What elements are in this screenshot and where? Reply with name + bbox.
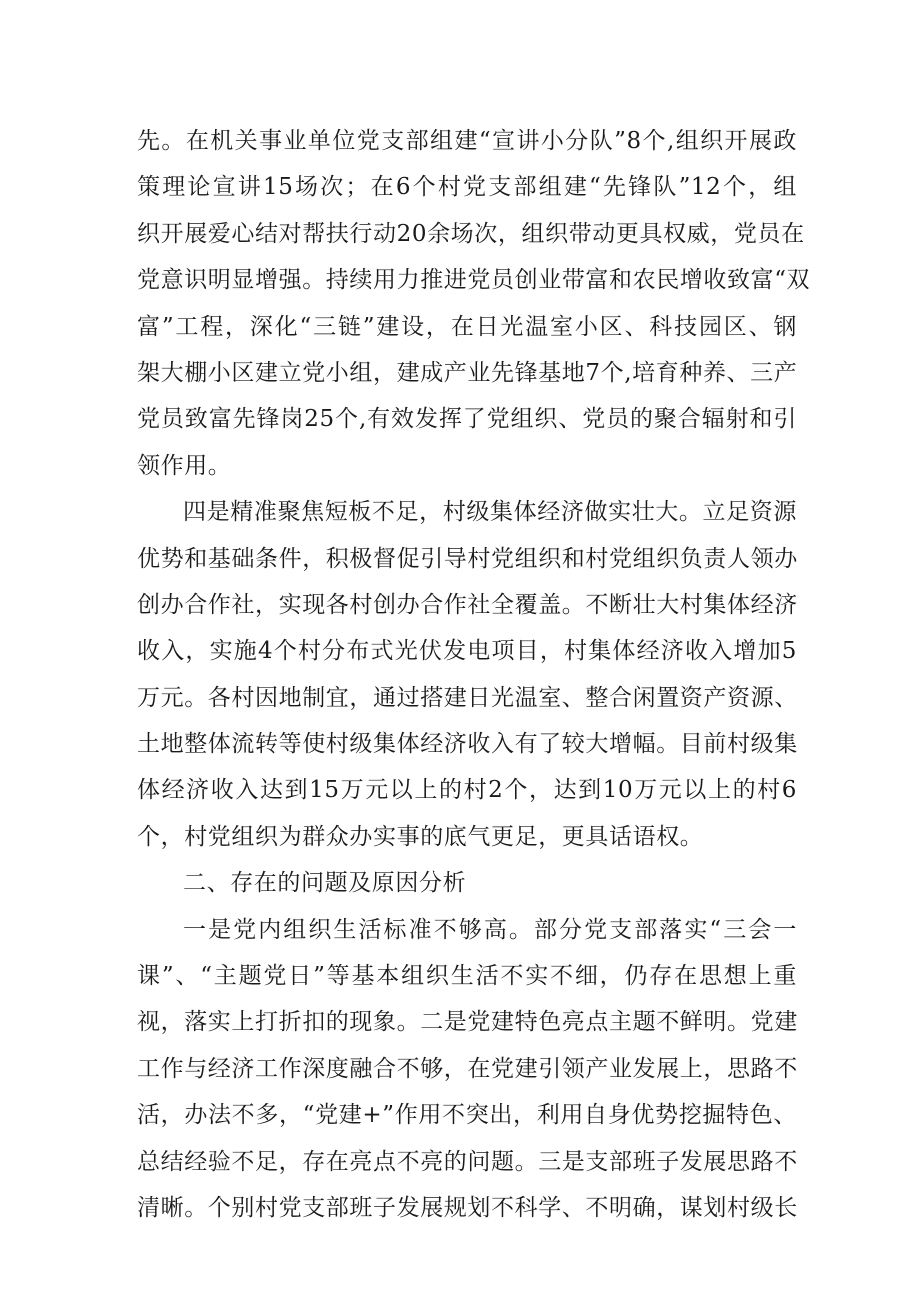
text-line: 党意识明显增强。持续用力推进党员创业带富和农民增收致富“双: [137, 267, 811, 294]
section-heading-text: 二、存在的问题及原因分析: [183, 870, 467, 897]
text-line: 工作与经济工作深度融合不够，在党建引领产业发展上，思路不: [137, 1055, 798, 1082]
text-line: 体经济收入达到15万元以上的村2个，达到10万元以上的村6: [137, 777, 797, 804]
text-line: 个，村党组织为群众办实事的底气更足，更具话语权。: [137, 823, 704, 850]
text-line: 富”工程，深化“三链”建设，在日光温室小区、科技园区、钢: [137, 313, 797, 340]
paragraph-collective-economy: [137, 489, 797, 860]
text-line: 织开展爱心结对帮扶行动20余场次，组织带动更具权威，党员在: [137, 220, 805, 247]
text-line: 优势和基础条件，积极督促引导村党组织和村党组织负责人领办: [137, 545, 798, 572]
text-line: 视，落实上打折扣的现象。二是党建特色亮点主题不鲜明。党建: [137, 1009, 798, 1036]
text-line: 总结经验不足，存在亮点不亮的问题。三是支部班子发展思路不: [137, 1148, 798, 1175]
document-body: [137, 118, 811, 1231]
text-line: 领作用。: [137, 452, 232, 479]
text-line: 架大棚小区建立党小组，建成产业先锋基地7个,培育种养、三产: [137, 359, 798, 386]
paragraph-party-building-results: [137, 118, 811, 489]
text-line: 四是精准聚焦短板不足，村级集体经济做实壮大。立足资源: [183, 499, 797, 526]
text-line: 党员致富先锋岗25个,有效发挥了党组织、党员的聚合辐射和引: [137, 406, 797, 433]
text-line: 万元。各村因地制宜，通过搭建日光温室、整合闲置资产资源、: [137, 684, 798, 711]
text-line: 一是党内组织生活标准不够高。部分党支部落实“三会一: [183, 916, 797, 943]
text-line: 收入，实施4个村分布式光伏发电项目，村集体经济收入增加5: [137, 638, 797, 665]
paragraph-problems: [137, 907, 797, 1232]
text-line: 先。在机关事业单位党支部组建“宣讲小分队”8个,组织开展政: [137, 128, 797, 154]
text-line: 土地整体流转等使村级集体经济收入有了较大增幅。目前村级集: [137, 731, 798, 758]
text-line: 策理论宣讲15场次；在6个村党支部组建“先锋队”12个，组: [137, 174, 797, 201]
text-line: 清晰。个别村党支部班子发展规划不科学、不明确，谋划村级长: [137, 1194, 798, 1221]
text-line: 课”、“主题党日”等基本组织生活不实不细，仍存在思想上重: [137, 963, 797, 990]
section-heading: [137, 860, 797, 906]
text-line: 活，办法不多，“党建+”作用不突出，利用自身优势挖掘特色、: [137, 1102, 797, 1129]
text-line: 创办合作社，实现各村创办合作社全覆盖。不断壮大村集体经济: [137, 591, 798, 618]
